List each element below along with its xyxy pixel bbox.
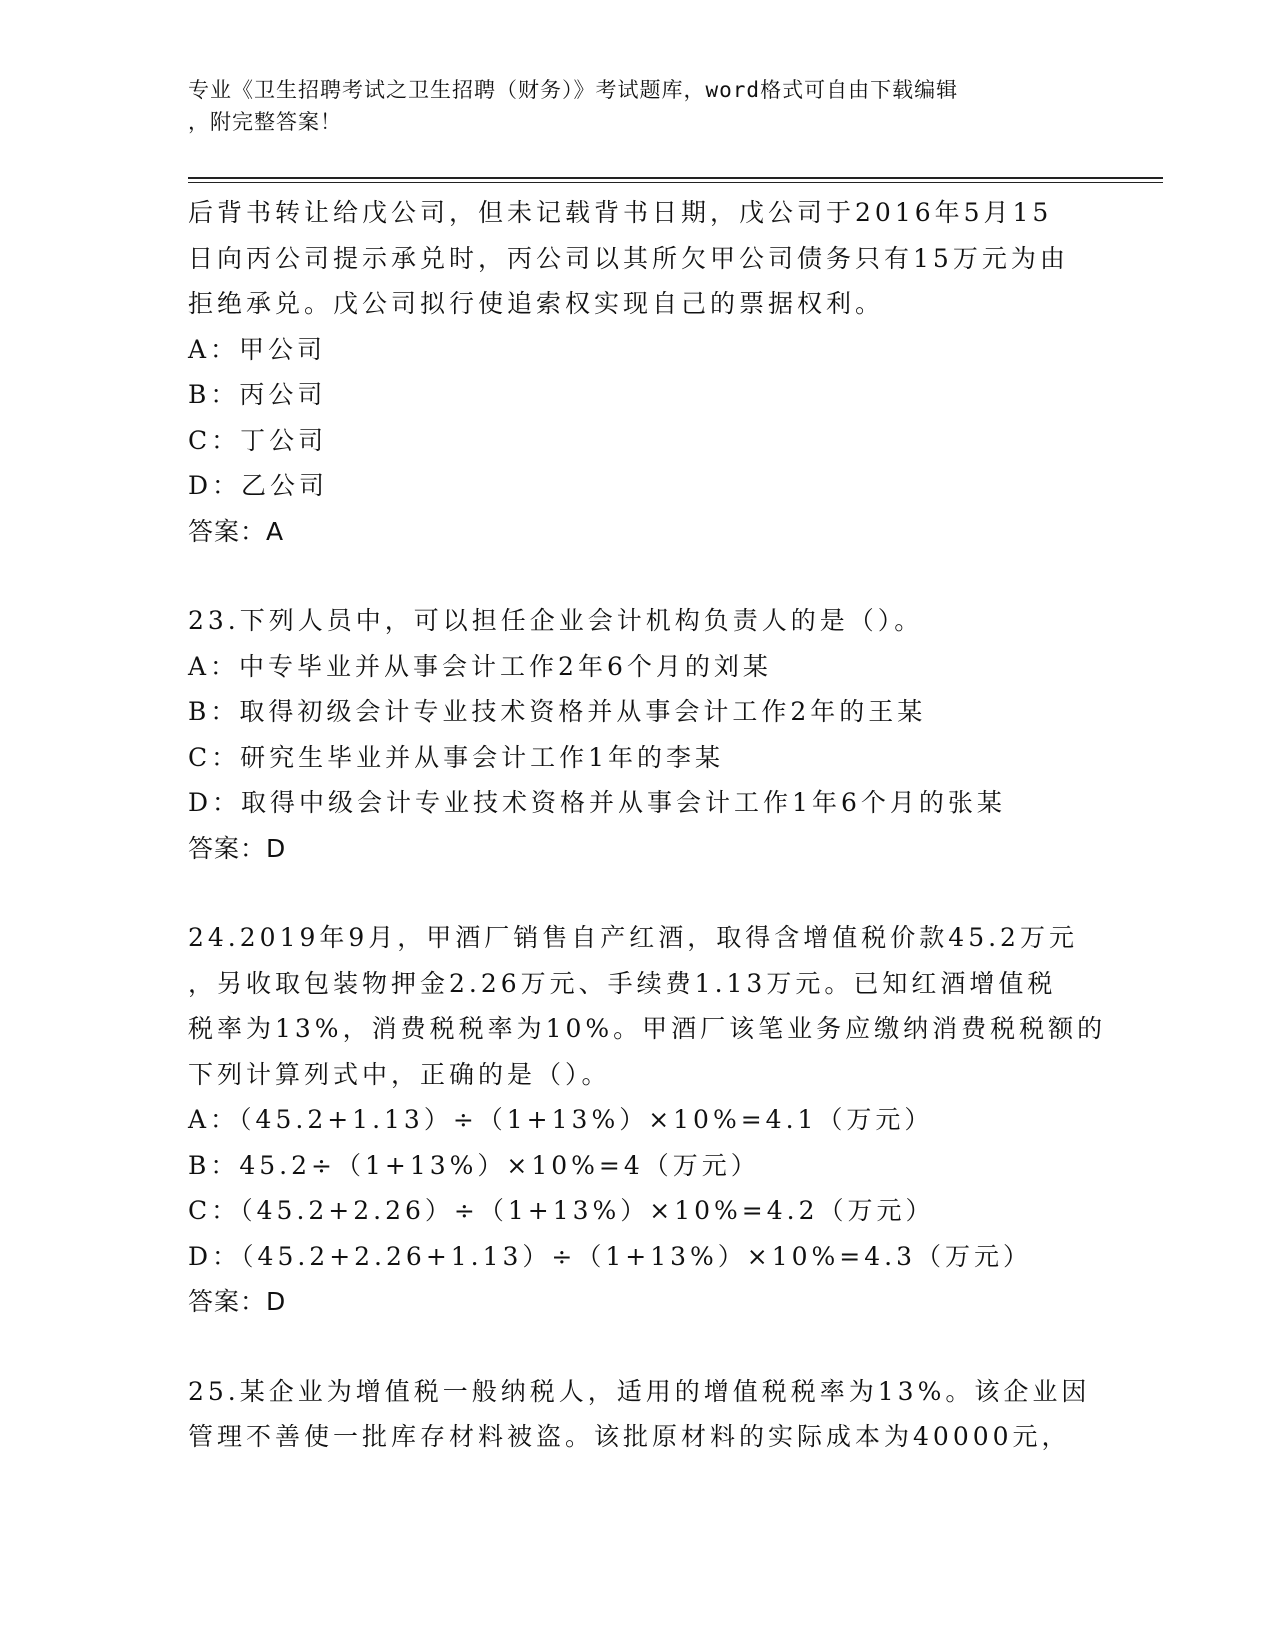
option-c: C：研究生毕业并从事会计工作1年的李某	[188, 742, 725, 772]
option-a: A：中专毕业并从事会计工作2年6个月的刘某	[188, 651, 772, 681]
question-text	[188, 915, 1107, 1097]
question-text	[188, 190, 1098, 327]
option-a: A：甲公司	[188, 334, 327, 364]
question-list	[188, 190, 1107, 1460]
option-d: D：取得中级会计专业技术资格并从事会计工作1年6个月的张某	[188, 788, 1006, 817]
answer: 答案：D	[188, 833, 287, 863]
option-d: D：（45.2+2.26+1.13）÷（1+13%）×10%=4.3（万元）	[188, 1241, 1033, 1271]
question-line: 拒绝承兑。戊公司拟行使追索权实现自己的票据权利。	[188, 289, 885, 318]
option-d: D：乙公司	[188, 471, 329, 500]
question-line: 25.某企业为增值税一般纳税人，适用的增值税税率为13%。该企业因	[188, 1376, 1091, 1406]
question-line: 后背书转让给戊公司，但未记载背书日期，戊公司于2016年5月15	[188, 198, 1053, 227]
question-line: 日向丙公司提示承兑时，丙公司以其所欠甲公司债务只有15万元为由	[188, 243, 1069, 273]
question-25	[188, 1369, 1098, 1460]
option-b: B：取得初级会计专业技术资格并从事会计工作2年的王某	[188, 697, 927, 726]
page-header	[188, 74, 1078, 138]
question-line: 下列计算列式中，正确的是（）。	[188, 1059, 611, 1089]
option-b: B：45.2÷（1+13%）×10%=4（万元）	[188, 1150, 760, 1180]
question-23	[188, 598, 1098, 871]
option-a: A：（45.2+1.13）÷（1+13%）×10%=4.1（万元）	[188, 1105, 934, 1134]
question-text	[188, 598, 1098, 644]
question-text	[188, 1369, 1098, 1460]
question-24	[188, 915, 1107, 1325]
option-b: B：丙公司	[188, 380, 327, 409]
question-line: 管理不善使一批库存材料被盗。该批原材料的实际成本为40000元，	[188, 1422, 1071, 1451]
option-c: C：丁公司	[188, 425, 328, 455]
answer: 答案：A	[188, 516, 285, 546]
question-line: 24.2019年9月，甲酒厂销售自产红酒，取得含增值税价款45.2万元	[188, 923, 1078, 952]
question-22	[188, 190, 1098, 554]
question-line: 税率为13%，消费税税率为10%。甲酒厂该笔业务应缴纳消费税税额的	[188, 1014, 1107, 1043]
header-line: 专业《卫生招聘考试之卫生招聘（财务）》考试题库，word格式可自由下载编辑	[188, 78, 959, 102]
question-line: 23.下列人员中，可以担任企业会计机构负责人的是（）。	[188, 606, 924, 635]
answer: 答案：D	[188, 1287, 287, 1316]
header-line: ，附完整答案！	[188, 110, 342, 134]
header-divider	[188, 177, 1163, 179]
option-c: C：（45.2+2.26）÷（1+13%）×10%=4.2（万元）	[188, 1196, 935, 1225]
header-divider	[188, 182, 1163, 183]
question-line: ，另收取包装物押金2.26万元、手续费1.13万元。已知红酒增值税	[188, 968, 1057, 998]
